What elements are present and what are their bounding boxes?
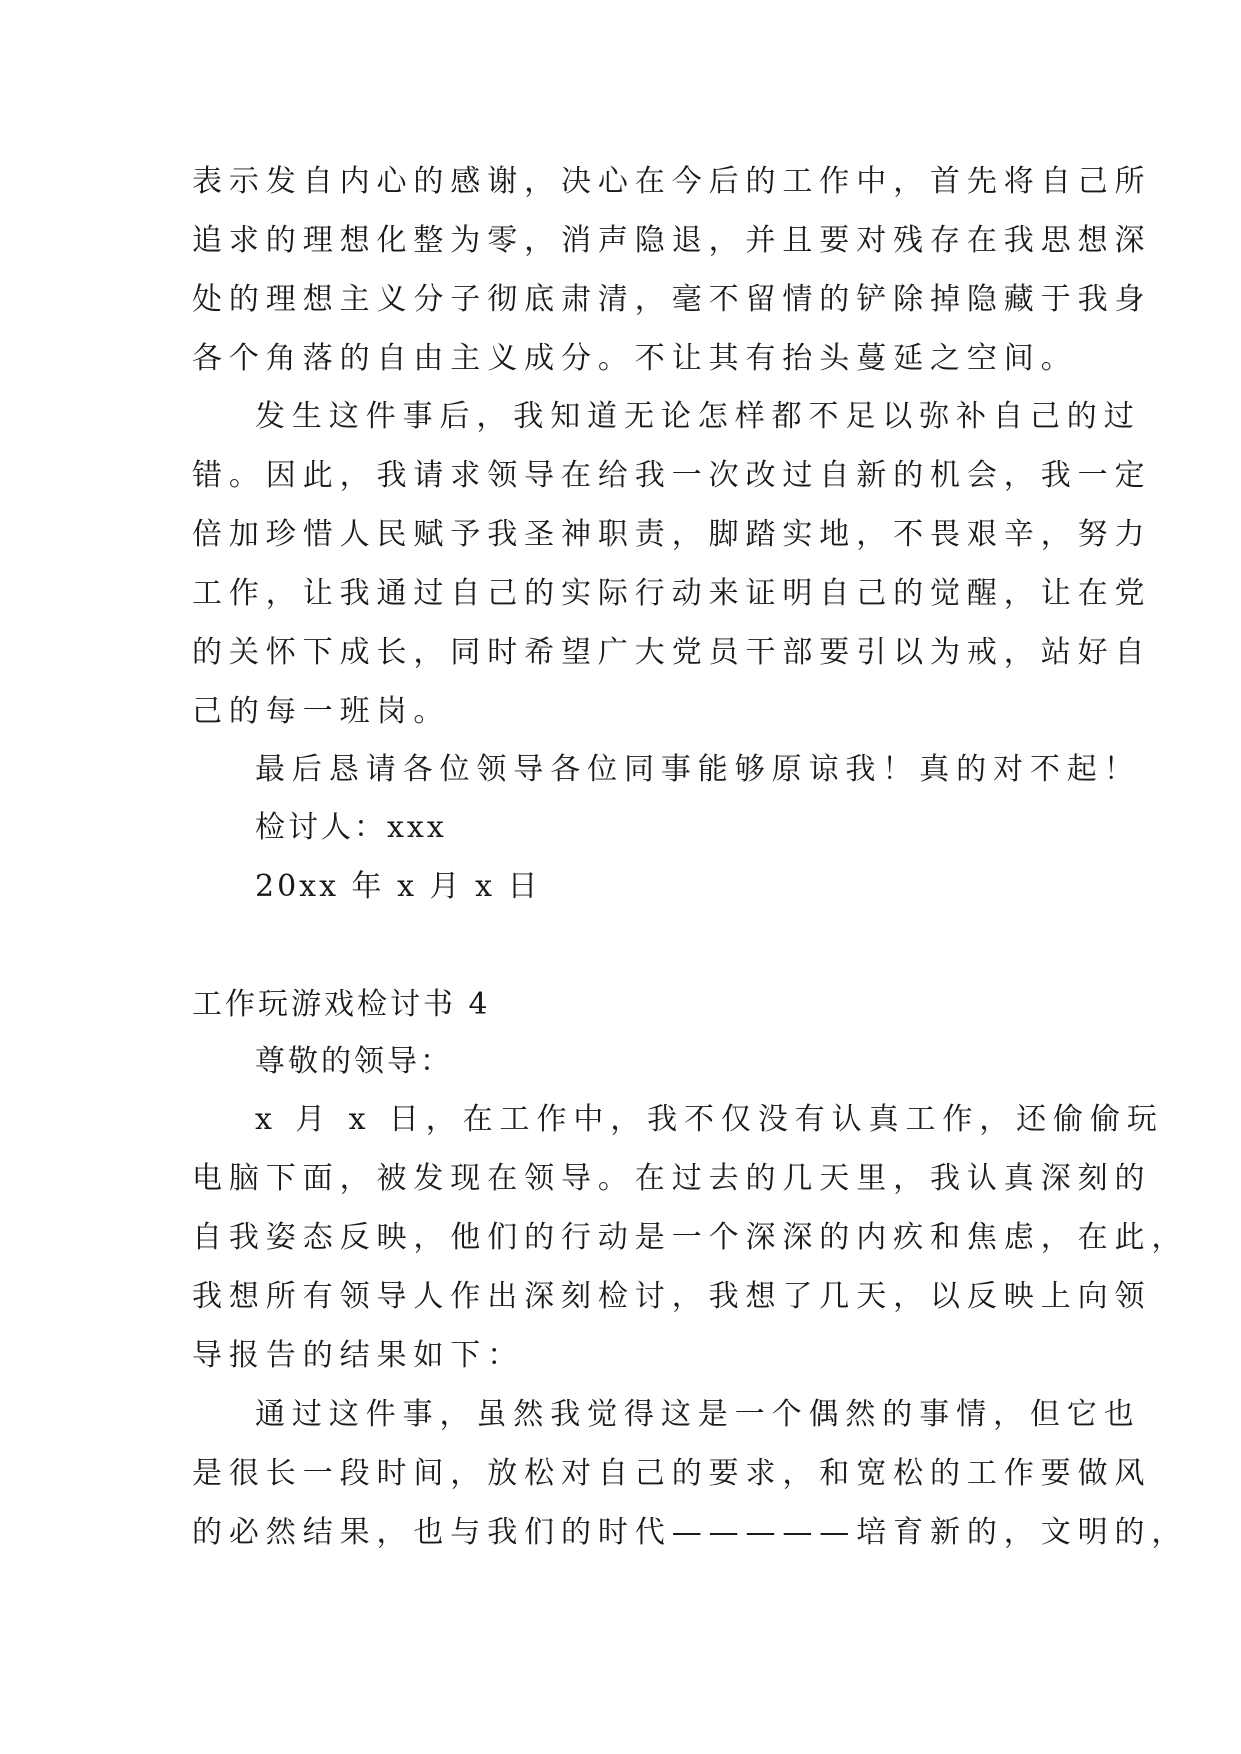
paragraph-line: x 月 x 日，在工作中，我不仅没有认真工作，还偷偷玩 [255, 1102, 1164, 1137]
paragraph-line: 各个角落的自由主义成分。不让其有抬头蔓延之空间。 [192, 341, 1078, 376]
salutation: 尊敬的领导： [255, 1044, 453, 1079]
paragraph-line: 追求的理想化整为零，消声隐退，并且要对残存在我思想深 [192, 223, 1152, 258]
paragraph-line: 工作，让我通过自己的实际行动来证明自己的觉醒，让在党 [192, 576, 1152, 611]
paragraph-line: 发生这件事后，我知道无论怎样都不足以弥补自己的过 [255, 399, 1141, 434]
closing-line: 最后恳请各位领导各位同事能够原谅我！真的对不起！ [255, 752, 1141, 787]
section-title: 工作玩游戏检讨书 4 [192, 987, 491, 1022]
paragraph-line: 错。因此，我请求领导在给我一次改过自新的机会，我一定 [192, 458, 1152, 493]
signature-line: 检讨人：xxx [255, 810, 447, 845]
paragraph-line: 己的每一班岗。 [192, 694, 451, 729]
paragraph-line: 处的理想主义分子彻底肃清，毫不留情的铲除掉隐藏于我身 [192, 282, 1152, 317]
date-line: 20xx 年 x 月 x 日 [255, 869, 541, 904]
paragraph-line: 的必然结果，也与我们的时代—————培育新的，文明的， [192, 1515, 1189, 1550]
paragraph-line: 导报告的结果如下： [192, 1338, 525, 1373]
paragraph-line: 电脑下面，被发现在领导。在过去的几天里，我认真深刻的 [192, 1161, 1152, 1196]
paragraph-line: 是很长一段时间，放松对自己的要求，和宽松的工作要做风 [192, 1456, 1152, 1491]
paragraph-line: 我想所有领导人作出深刻检讨，我想了几天，以反映上向领 [192, 1279, 1152, 1314]
paragraph-line: 通过这件事，虽然我觉得这是一个偶然的事情，但它也 [255, 1397, 1141, 1432]
paragraph-line: 的关怀下成长，同时希望广大党员干部要引以为戒，站好自 [192, 635, 1152, 670]
paragraph-line: 表示发自内心的感谢，决心在今后的工作中，首先将自己所 [192, 164, 1152, 199]
paragraph-line: 自我姿态反映，他们的行动是一个深深的内疚和焦虑，在此， [192, 1220, 1189, 1255]
paragraph-line: 倍加珍惜人民赋予我圣神职责，脚踏实地，不畏艰辛，努力 [192, 517, 1152, 552]
